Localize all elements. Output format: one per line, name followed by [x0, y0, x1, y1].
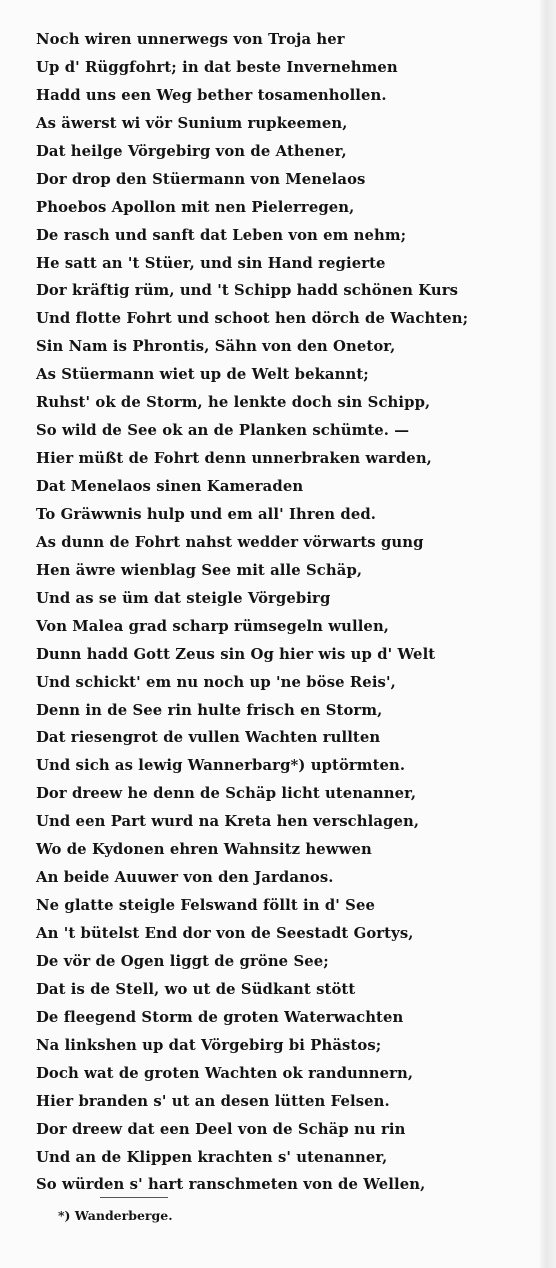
poem-line: So wild de See ok an de Planken schümte. —: [36, 422, 410, 440]
poem-line: De rasch und sanft dat Leben von em nehm;: [36, 226, 407, 244]
poem-line: Hen äwre wienblag See mit alle Schäp,: [36, 561, 363, 579]
poem-line: Na linkshen up dat Vörgebirg bi Phästos;: [36, 1036, 382, 1054]
poem-line: Hier müßt de Fohrt denn unnerbraken warden,: [36, 450, 432, 468]
poem-line: An 't bütelst End dor von de Seestadt Gortys,: [36, 925, 414, 942]
poem-line: Dunn hadd Gott Zeus sin Og hier wis up d' Welt: [36, 645, 436, 663]
poem-line: Ne glatte steigle Felswand föllt in d' See: [36, 897, 375, 915]
poem-line: Und een Part wurd na Kreta hen verschlagen,: [36, 813, 420, 831]
poem-line: Und an de Klippen krachten s' utenanner,: [36, 1148, 388, 1166]
poem-line: De vör de Ogen liggt de gröne See;: [36, 952, 329, 970]
poem-line: Denn in de See rin hulte frisch en Storm,: [36, 701, 383, 719]
poem-line: Von Malea grad scharp rümsegeln wullen,: [36, 617, 390, 635]
poem-line: De fleegend Storm de groten Waterwachten: [36, 1008, 404, 1026]
poem-line: He satt an 't Stüer, und sin Hand regierte: [36, 254, 386, 272]
poem-line: Und sich as lewig Wannerbarg*) uptörmten.: [36, 757, 406, 775]
poem-line: As Stüermann wiet up de Welt bekannt;: [36, 366, 369, 384]
poem-line: Dor dreew dat een Deel von de Schäp nu rin: [36, 1120, 406, 1138]
poem-line: Dor kräftig rüm, und 't Schipp hadd schönen Kurs: [36, 282, 459, 300]
poem-line: Phoebos Apollon mit nen Pielerregen,: [36, 198, 355, 216]
poem-text-block: [36, 26, 536, 1199]
page-edge: [540, 0, 556, 1268]
poem-line: So würden s' hart ranschmeten von de Wellen,: [36, 1176, 426, 1194]
poem-line: To Gräwwnis hulp und em all' Ihren ded.: [36, 505, 377, 523]
poem-line: An beide Auuwer von den Jardanos.: [36, 869, 334, 887]
poem-line: Up d' Rüggfohrt; in dat beste Invernehmen: [36, 58, 398, 76]
poem-line: Dat is de Stell, wo ut de Südkant stött: [36, 980, 356, 998]
poem-line: Und schickt' em nu noch up 'ne böse Reis',: [36, 673, 396, 691]
footnote-separator: [100, 1197, 168, 1198]
poem-line: Dor dreew he denn de Schäp licht utenanner,: [36, 785, 417, 803]
poem-line: Und as se üm dat steigle Vörgebirg: [36, 589, 331, 607]
poem-line: As dunn de Fohrt nahst wedder vörwarts gung: [36, 533, 424, 551]
poem-line: Hadd uns een Weg bether tosamenhollen.: [36, 86, 387, 104]
poem-line: Sin Nam is Phrontis, Sähn von den Onetor,: [36, 338, 396, 356]
poem-line: Dat riesengrot de vullen Wachten rullten: [36, 729, 381, 747]
poem-line: Hier branden s' ut an desen lütten Felsen.: [36, 1092, 390, 1110]
poem-line: Und flotte Fohrt und schoot hen dörch de Wachten;: [36, 310, 469, 328]
poem-line: Noch wiren unnerwegs von Troja her: [36, 31, 345, 48]
poem-line: As äwerst wi vör Sunium rupkeemen,: [36, 114, 348, 132]
poem-line: Ruhst' ok de Storm, he lenkte doch sin Schipp,: [36, 394, 431, 412]
poem-line: Dat heilge Vörgebirg von de Athener,: [36, 142, 347, 160]
poem-line: Dat Menelaos sinen Kameraden: [36, 478, 304, 495]
poem-line: Doch wat de groten Wachten ok randunnern,: [36, 1064, 414, 1082]
footnote: *) Wanderberge.: [58, 1208, 173, 1223]
poem-line: Dor drop den Stüermann von Menelaos: [36, 170, 366, 188]
poem-line: Wo de Kydonen ehren Wahnsitz hewwen: [36, 841, 372, 859]
